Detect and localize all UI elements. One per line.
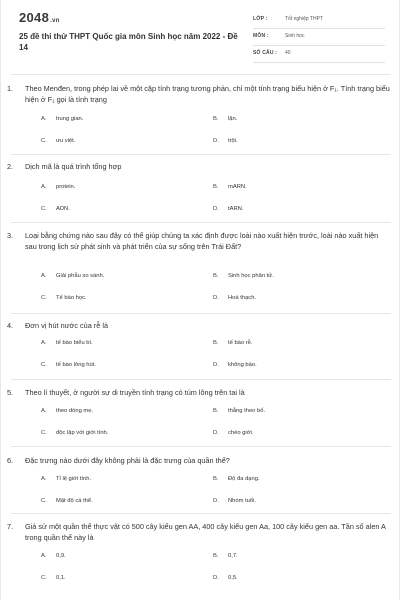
option-letter: A.	[41, 340, 47, 346]
option-text: Mật độ cá thể.	[56, 498, 93, 504]
option-text: tế bào lông hút.	[56, 362, 96, 368]
option-text: chéo giới.	[228, 430, 254, 436]
exam-meta	[253, 12, 385, 63]
option-letter: C.	[41, 575, 47, 581]
option-text: Sinh học phân tử.	[228, 273, 274, 279]
question-body: Đặc trưng nào dưới đây không phải là đặc trưng của quần thể?	[25, 456, 230, 465]
option-letter: B.	[213, 116, 219, 122]
option-letter: C.	[41, 430, 47, 436]
option-letter: C.	[41, 206, 47, 212]
meta-row-class	[253, 12, 385, 29]
option-text: Tỉ lệ giới tính.	[56, 476, 92, 482]
option-text: Hoá thạch.	[228, 295, 257, 301]
option-text: lặn.	[228, 116, 238, 122]
divider	[11, 313, 391, 314]
logo-suffix: .vn	[50, 18, 60, 24]
divider	[11, 513, 391, 514]
option-letter: D.	[213, 362, 219, 368]
exam-title: 25 đề thi thử THPT Quốc gia môn Sinh học năm 2022 - Đề 14	[19, 32, 238, 52]
logo-text: 2048	[19, 10, 50, 25]
question-text	[7, 231, 391, 252]
question-text	[7, 456, 391, 467]
option-letter: C.	[41, 138, 47, 144]
question-text	[7, 321, 391, 332]
question-text	[7, 388, 391, 399]
question-number: 5.	[7, 388, 14, 397]
meta-label: LỚP :	[253, 16, 268, 22]
option-letter: D.	[213, 206, 219, 212]
meta-value: Sinh học	[285, 33, 305, 39]
site-logo[interactable]	[19, 10, 60, 25]
option-text: protein.	[56, 184, 76, 190]
option-letter: D.	[213, 498, 219, 504]
option-letter: C.	[41, 295, 47, 301]
option-letter: B.	[213, 184, 219, 190]
option-letter: B.	[213, 553, 219, 559]
meta-value: Tốt nghiệp THPT	[285, 16, 323, 22]
option-text: trội.	[228, 138, 238, 144]
question-number: 1.	[7, 84, 14, 93]
question-body: Đơn vị hút nước của rễ là	[25, 321, 108, 330]
question-text	[7, 84, 391, 105]
divider	[11, 154, 391, 155]
meta-row-subject	[253, 29, 385, 46]
divider	[11, 379, 391, 380]
option-text: tế bào rễ.	[228, 340, 253, 346]
option-letter: B.	[213, 340, 219, 346]
option-letter: A.	[41, 553, 47, 559]
option-letter: B.	[213, 408, 219, 414]
option-text: thẳng theo bố.	[228, 408, 266, 414]
option-letter: A.	[41, 184, 47, 190]
question-number: 4.	[7, 321, 14, 330]
option-letter: A.	[41, 273, 47, 279]
question-number: 7.	[7, 522, 14, 531]
question-number: 3.	[7, 231, 14, 240]
option-letter: A.	[41, 116, 47, 122]
option-text: 0,7.	[228, 553, 238, 559]
option-letter: B.	[213, 273, 219, 279]
option-text: 0,1.	[56, 575, 66, 581]
option-text: độc lập với giới tính.	[56, 430, 109, 436]
question-body: Loại bằng chứng nào sau đây có thể giúp chúng ta xác định được loài nào xuất hiện trước, loài nào xuất hiện sau trong lịch sử phát sinh và phát triển của sự sống trên Trái Đất?	[25, 231, 379, 251]
option-text: ưu việt.	[56, 138, 76, 144]
meta-row-count	[253, 46, 385, 63]
option-text: Nhóm tuổi.	[228, 498, 257, 504]
option-letter: A.	[41, 408, 47, 414]
question-text	[7, 162, 391, 173]
option-letter: C.	[41, 498, 47, 504]
meta-label: MÔN :	[253, 33, 269, 39]
question-body: Theo lí thuyết, ở người sự di truyền tính trạng có túm lông trên tai là	[25, 388, 245, 397]
option-letter: D.	[213, 138, 219, 144]
option-text: trung gian.	[56, 116, 84, 122]
question-number: 6.	[7, 456, 14, 465]
option-letter: D.	[213, 575, 219, 581]
option-text: Giải phẫu so sánh.	[56, 273, 105, 279]
option-letter: B.	[213, 476, 219, 482]
divider	[11, 446, 391, 447]
option-text: mARN.	[228, 184, 247, 190]
option-letter: D.	[213, 430, 219, 436]
option-text: không bào.	[228, 362, 257, 368]
option-text: 0,5.	[228, 575, 238, 581]
question-body: Theo Menđen, trong phép lai về một cặp tính trạng tương phản, chỉ một tính trạng biểu hiện ở F₁. Tính trạng biểu hiện ở F₁ gọi là tính trạng	[25, 84, 390, 104]
option-text: theo dòng mẹ.	[56, 408, 94, 414]
option-text: Độ đa dạng.	[228, 476, 260, 482]
option-letter: C.	[41, 362, 47, 368]
meta-value: 40	[285, 50, 291, 56]
option-text: tARN.	[228, 206, 244, 212]
question-text	[7, 522, 391, 543]
divider	[11, 74, 391, 75]
option-text: tế bào biểu bì.	[56, 340, 93, 346]
option-text: 0,9.	[56, 553, 66, 559]
divider	[11, 222, 391, 223]
question-body: Giả sử một quần thể thực vật có 500 cây kiểu gen AA, 400 cây kiểu gen Aa, 100 cây kiểu gen aa. Tần số alen A trong quần thể này là	[25, 522, 386, 542]
question-body: Dịch mã là quá trình tổng hợp	[25, 162, 122, 171]
exam-header	[1, 0, 400, 76]
option-text: ADN.	[56, 206, 70, 212]
option-letter: D.	[213, 295, 219, 301]
meta-label: SỐ CÂU :	[253, 50, 278, 56]
question-number: 2.	[7, 162, 14, 171]
option-letter: A.	[41, 476, 47, 482]
option-text: Tế bào học.	[56, 295, 87, 301]
